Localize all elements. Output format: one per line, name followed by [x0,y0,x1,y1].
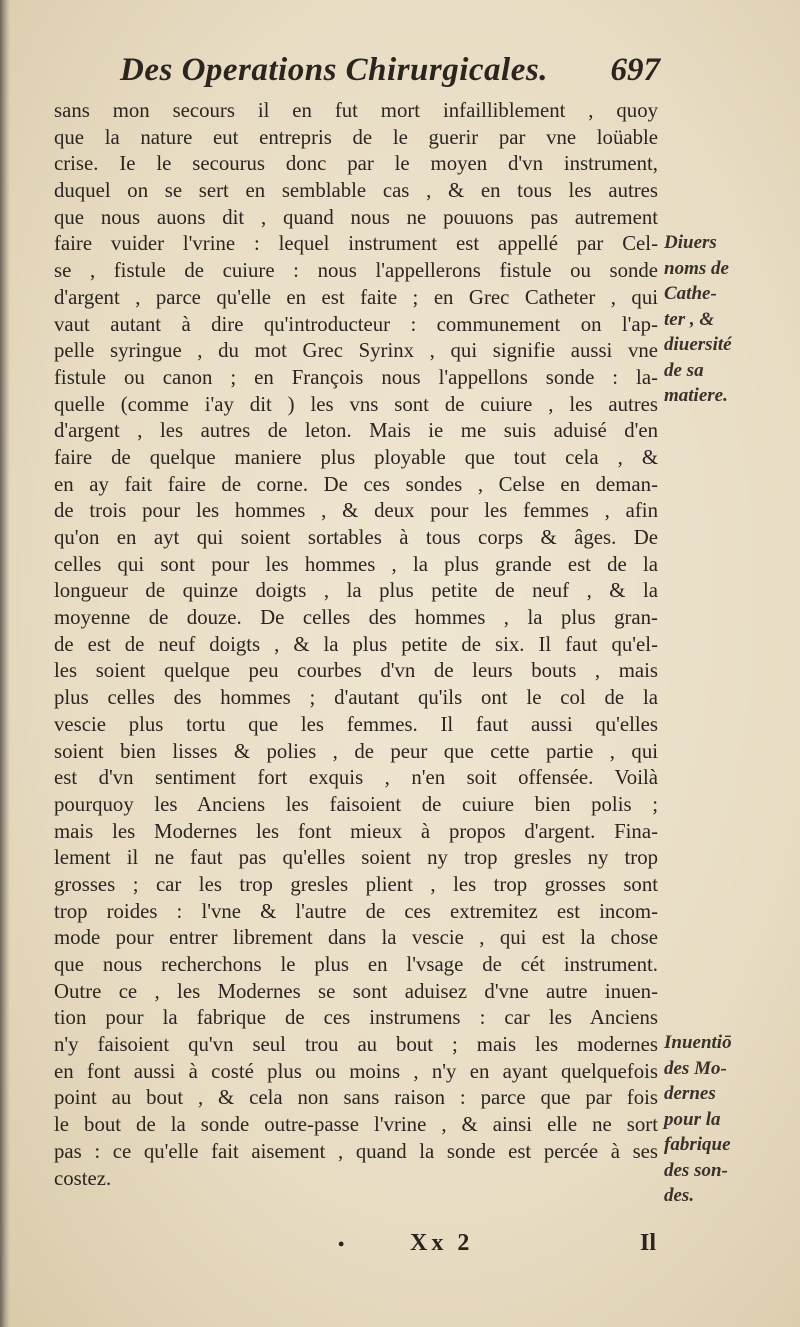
text-line: de trois pour les hommes , & deux pour les femmes , afin [54,499,658,523]
margin-note-line: pour la [664,1108,721,1130]
margin-note-line: des. [664,1185,695,1206]
text-line: pas : ce qu'elle fait aisement , quand la sonde est percée à ses [54,1139,658,1163]
text-line: soient bien lisses & polies , de peur que cette partie , qui [54,739,658,763]
margin-note-line: dernes [664,1083,716,1104]
text-line: d'argent , les autres de leton. Mais ie me suis aduisé d'en [54,419,658,443]
text-line: plus celles des hommes ; d'autant qu'ils ont le col de la [54,686,658,710]
margin-note-line: des son- [664,1159,728,1181]
text-line: en ay fait faire de corne. De ces sondes , Celse en deman- [54,472,658,496]
text-line: que nous recherchons le plus en l'vsage de cét instrument. [54,953,658,976]
text-line: faire vuider l'vrine : lequel instrument est appellé par Cel- [54,232,658,256]
text-line: d'argent , parce qu'elle en est faite ; en Grec Catheter , qui [54,285,658,309]
text-line: grosses ; car les trop gresles plient , les trop grosses sont [54,872,658,896]
margin-note-diuers-noms [664,230,794,409]
text-line: que la nature eut entrepris de le guerir par vne loüable [54,125,658,149]
page-header [120,50,660,98]
text-line: moyenne de douze. De celles des hommes , la plus gran- [54,606,658,630]
text-line: le bout de la sonde outre-passe l'vrine , & ainsi elle ne sort [54,1113,658,1137]
text-line: est d'vn sentiment fort exquis , n'en soit offensée. Voilà [54,766,658,790]
text-line: celles qui sont pour les hommes , la plus grande est de la [54,552,658,576]
text-line: qu'on en ayt qui soient sortables à tous corps & âges. De [54,526,658,549]
text-line: costez. [54,1166,112,1190]
catchword: Il [640,1230,657,1256]
footer-bullet: • [338,1234,345,1254]
text-line: quelle (comme i'ay dit ) les vns sont de cuiure , les autres [54,392,658,416]
text-line: longueur de quinze doigts , la plus petite de neuf , & la [54,579,658,603]
text-line: de est de neuf doigts , & la plus petite de six. Il faut qu'el- [54,632,658,656]
body-text [54,98,658,1192]
text-line: faire de quelque maniere plus ployable que tout cela , & [54,445,658,469]
page-footer [0,1228,800,1268]
text-line: tion pour la fabrique de ces instrumens : car les Anciens [54,1006,658,1030]
text-line: vescie plus tortu que les femmes. Il faut aussi qu'elles [54,712,658,736]
text-line: fistule ou canon ; en François nous l'appellons sonde : la- [54,365,658,389]
text-line: n'y faisoient qu'vn seul trou au bout ; mais les modernes [54,1033,658,1057]
text-line: les soient quelque peu courbes d'vn de leurs bouts , mais [54,659,658,683]
text-line: mais les Modernes les font mieux à propos d'argent. Fina- [54,819,658,843]
page-gutter-shadow [0,0,10,1327]
text-line: pelle syringue , du mot Grec Syrinx , qui signifie aussi vne [54,339,658,363]
text-line: lement il ne faut pas qu'elles soient ny trop gresles ny trop [54,846,658,870]
margin-note-line: de sa [664,359,704,381]
text-line: trop roides : l'vne & l'autre de ces extremitez est incom- [54,899,658,923]
running-title: Des Operations Chirurgicales. [120,52,548,88]
text-line: que nous auons dit , quand nous ne pouuons pas autrement [54,205,658,229]
text-line: pourquoy les Anciens les faisoient de cuiure bien polis ; [54,792,658,816]
text-line: en font aussi à costé plus ou moins , n'y en ayant quelquefois [54,1059,658,1083]
margin-note-line: Diuers [664,232,717,253]
text-line: point au bout , & cela non sans raison : parce que par fois [54,1086,658,1110]
margin-note-inuention [664,1030,794,1209]
text-line: duquel on se sert en semblable cas , & en tous les autres [54,179,658,203]
margin-note-line: matiere. [664,385,728,406]
margin-note-line: Inuentiō [664,1032,732,1053]
text-line: mode pour entrer librement dans la vescie , qui est la chose [54,926,658,950]
text-line: Outre ce , les Modernes se sont aduisez d'vne autre inuen- [54,979,658,1003]
margin-note-line: fabrique [664,1134,731,1155]
margin-note-line: Cathe- [664,283,717,304]
margin-note-line: des Mo- [664,1057,727,1079]
text-line: crise. Ie le secourus donc par le moyen d'vn instrument, [54,152,658,176]
text-line: sans mon secours il en fut mort infailliblement , quoy [54,99,658,122]
text-line: se , fistule de cuiure : nous l'appellerons fistule ou sonde [54,259,658,283]
margin-note-line: ter , & [664,308,715,330]
text-line: vaut autant à dire qu'introducteur : communement on l'ap- [54,312,658,336]
page-number: 697 [610,52,660,88]
margin-note-line: diuersité [664,334,732,355]
signature-mark: Xx 2 [410,1230,474,1256]
margin-note-line: noms de [664,257,729,279]
